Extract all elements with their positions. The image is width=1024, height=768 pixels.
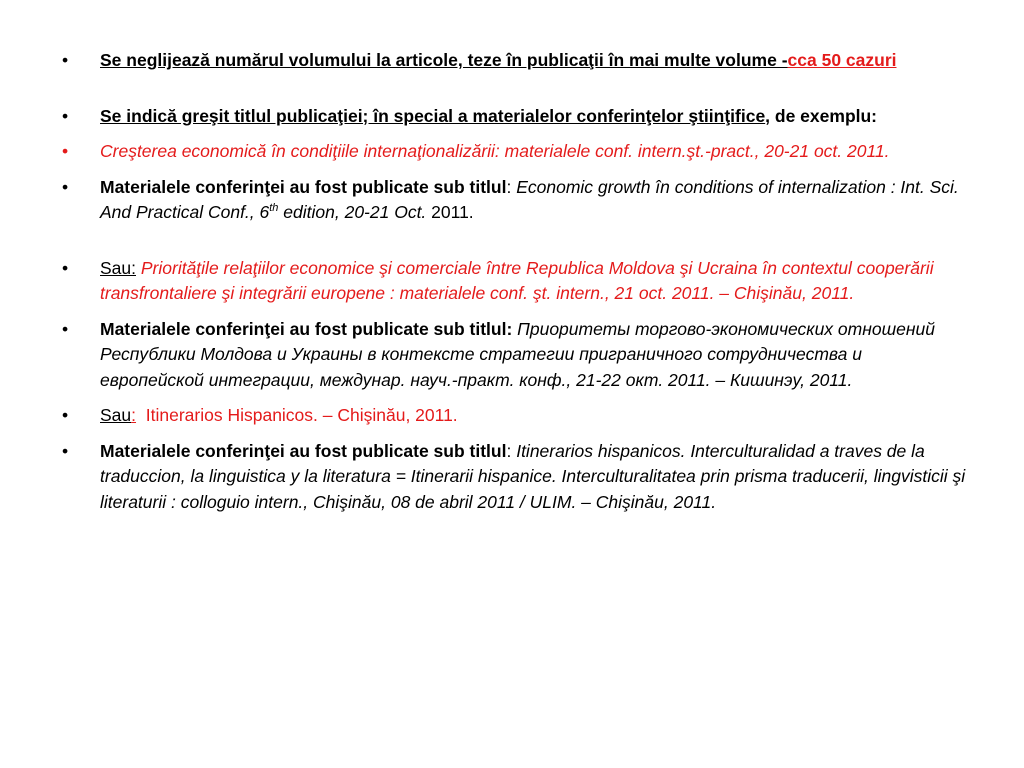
bullet-published-title-english [60, 175, 968, 226]
bullet-text-red-italic: Priorităţile relaţiilor economice şi comerciale între Republica Moldova şi Ucraina în contextul cooperării transfrontaliere şi integrării europene : materialele conf. şt. intern., 21 oct. 2011. – Chişinău, 2011. [100, 257, 934, 303]
bullet-label-sau: Sau [100, 405, 132, 425]
bullet-text-bold: Materialele conferinţei au fost publicate sub titlul [100, 440, 507, 461]
bullet-text-bold: Materialele conferinţei au fost publicate sub titlul [100, 176, 507, 197]
bullet-text-italic-2: edition, 20-21 Oct. [278, 202, 427, 222]
bullet-text-italic: Itinerarios hispanicos. Interculturalidad a traves de la traduccion, la linguistica y la literatura = Itinerarii hispanice. Interculturalitatea prin prisma traducerii, lingvisticii şi literaturii : colloguio intern., Chişinău, 08 de abril 2011 / ULIM. – Chişinău, 2011. [100, 440, 966, 512]
bullet-or-itinerarios [60, 403, 968, 429]
bullet-text-after: , de exemplu: [765, 105, 878, 126]
bullet-colon: : [506, 440, 517, 461]
bullet-or-moldova-ukraine [60, 256, 968, 307]
bullet-wrong-title [60, 104, 968, 130]
bullet-example-romanian-title [60, 139, 968, 165]
bullet-volume-number [60, 48, 968, 74]
bullet-published-title-spanish [60, 439, 968, 516]
bullet-colon: : [506, 176, 517, 197]
bullet-label-colon-red: : [131, 405, 137, 425]
bullet-text-underlined: Se indică greşit titlul publicaţiei; în special a materialelor conferinţelor ştiinţifice [100, 105, 766, 126]
bullet-text-bold: Materialele conferinţei au fost publicate sub titlul: [100, 318, 513, 339]
bullet-text-normal: 2011. [426, 202, 474, 222]
bullet-count-red: cca 50 cazuri [787, 50, 897, 70]
bullet-list [60, 48, 968, 515]
bullet-label-sau: Sau: [100, 257, 136, 278]
bullet-superscript: th [269, 202, 279, 215]
bullet-text-underlined: Se neglijează numărul volumului la articole, teze în publicaţii în mai multe volume - [100, 50, 788, 70]
bullet-text-red-italic: Creşterea economică în condiţiile internaţionalizării: materialele conf. intern.şt.-pract., 20-21 oct. 2011. [100, 141, 890, 161]
bullet-published-title-russian [60, 317, 968, 394]
bullet-text-italic: Economic growth în conditions of internalization : Int. Sci. And Practical Conf., 6 [100, 176, 959, 222]
bullet-text-italic: Приоритеты торгово-экономических отношений Республики Молдова и Украины в контексте стратегии приграничного сотрудничества и европейской интеграции, междунар. науч.-практ. конф., 21-22 окт. 2011. – Кишинэу, 2011. [100, 318, 935, 390]
bullet-text-red: Itinerarios Hispanicos. – Chişinău, 2011. [145, 405, 458, 425]
